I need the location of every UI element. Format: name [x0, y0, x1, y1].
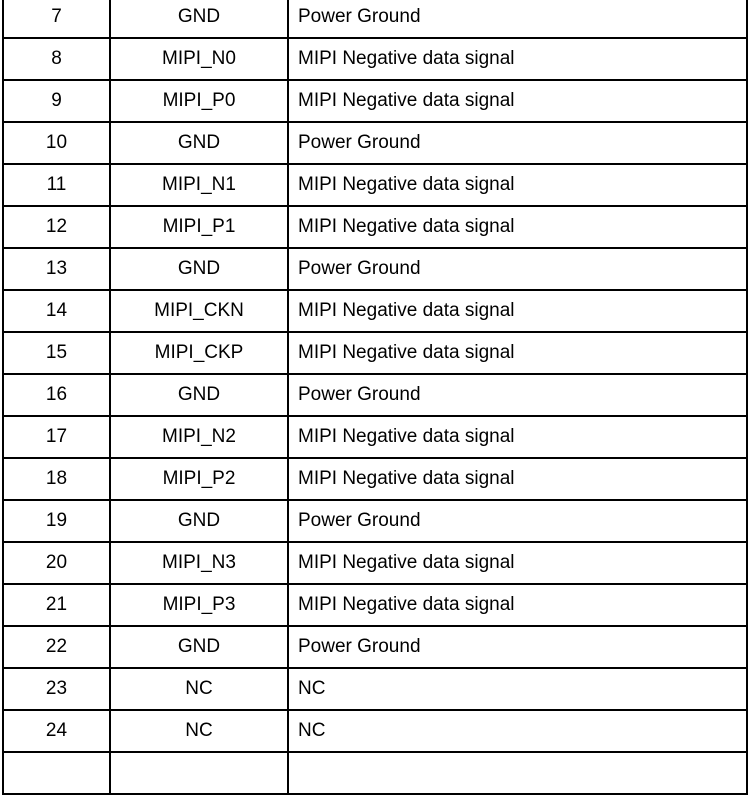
- table-row: [3, 626, 747, 668]
- pin-number-cell: 13: [3, 248, 110, 290]
- description-cell: Power Ground: [288, 626, 747, 668]
- description-cell: MIPI Negative data signal: [288, 38, 747, 80]
- signal-name-cell: MIPI_P3: [110, 584, 288, 626]
- signal-name-cell: GND: [110, 626, 288, 668]
- table-row: [3, 416, 747, 458]
- pin-number-cell: 10: [3, 122, 110, 164]
- table-row: [3, 38, 747, 80]
- description-cell: MIPI Negative data signal: [288, 458, 747, 500]
- table-row: [3, 542, 747, 584]
- table-row: [3, 584, 747, 626]
- description-cell: NC: [288, 710, 747, 752]
- description-cell: NC: [288, 668, 747, 710]
- table-row: [3, 374, 747, 416]
- description-cell: Power Ground: [288, 248, 747, 290]
- description-cell: MIPI Negative data signal: [288, 80, 747, 122]
- table-row: [3, 80, 747, 122]
- description-cell: Power Ground: [288, 122, 747, 164]
- table-row: [3, 710, 747, 752]
- pin-number-cell: 19: [3, 500, 110, 542]
- signal-name-cell: MIPI_N1: [110, 164, 288, 206]
- pin-number-cell: 23: [3, 668, 110, 710]
- table-row: [3, 206, 747, 248]
- signal-name-cell: MIPI_P1: [110, 206, 288, 248]
- table-row: [3, 668, 747, 710]
- pin-number-cell: [3, 752, 110, 794]
- signal-name-cell: NC: [110, 710, 288, 752]
- pin-number-cell: 18: [3, 458, 110, 500]
- signal-name-cell: GND: [110, 374, 288, 416]
- pin-number-cell: 24: [3, 710, 110, 752]
- signal-name-cell: GND: [110, 248, 288, 290]
- description-cell: MIPI Negative data signal: [288, 416, 747, 458]
- description-cell: MIPI Negative data signal: [288, 164, 747, 206]
- pin-number-cell: 14: [3, 290, 110, 332]
- pin-number-cell: 22: [3, 626, 110, 668]
- description-cell: Power Ground: [288, 0, 747, 38]
- pin-number-cell: 16: [3, 374, 110, 416]
- description-cell: Power Ground: [288, 500, 747, 542]
- table-row: [3, 458, 747, 500]
- pin-number-cell: 7: [3, 0, 110, 38]
- table-row: [3, 0, 747, 38]
- signal-name-cell: MIPI_P0: [110, 80, 288, 122]
- signal-name-cell: MIPI_CKP: [110, 332, 288, 374]
- description-cell: MIPI Negative data signal: [288, 542, 747, 584]
- pin-number-cell: 12: [3, 206, 110, 248]
- signal-name-cell: [110, 752, 288, 794]
- signal-name-cell: MIPI_N3: [110, 542, 288, 584]
- table-row: [3, 248, 747, 290]
- description-cell: MIPI Negative data signal: [288, 584, 747, 626]
- table-row: [3, 290, 747, 332]
- pin-number-cell: 17: [3, 416, 110, 458]
- table-row: [3, 122, 747, 164]
- signal-name-cell: MIPI_N2: [110, 416, 288, 458]
- pin-number-cell: 9: [3, 80, 110, 122]
- table-row: [3, 500, 747, 542]
- signal-name-cell: NC: [110, 668, 288, 710]
- description-cell: MIPI Negative data signal: [288, 206, 747, 248]
- pin-number-cell: 11: [3, 164, 110, 206]
- table-row: [3, 164, 747, 206]
- signal-name-cell: GND: [110, 122, 288, 164]
- table-row: [3, 332, 747, 374]
- pin-number-cell: 20: [3, 542, 110, 584]
- description-cell: [288, 752, 747, 794]
- signal-name-cell: GND: [110, 0, 288, 38]
- pin-number-cell: 21: [3, 584, 110, 626]
- signal-name-cell: MIPI_P2: [110, 458, 288, 500]
- signal-name-cell: MIPI_N0: [110, 38, 288, 80]
- pin-table-body: [3, 0, 747, 794]
- signal-name-cell: MIPI_CKN: [110, 290, 288, 332]
- signal-name-cell: GND: [110, 500, 288, 542]
- table-row: [3, 752, 747, 794]
- pin-definition-table: [2, 0, 748, 795]
- description-cell: MIPI Negative data signal: [288, 332, 747, 374]
- description-cell: Power Ground: [288, 374, 747, 416]
- pin-number-cell: 15: [3, 332, 110, 374]
- description-cell: MIPI Negative data signal: [288, 290, 747, 332]
- pin-number-cell: 8: [3, 38, 110, 80]
